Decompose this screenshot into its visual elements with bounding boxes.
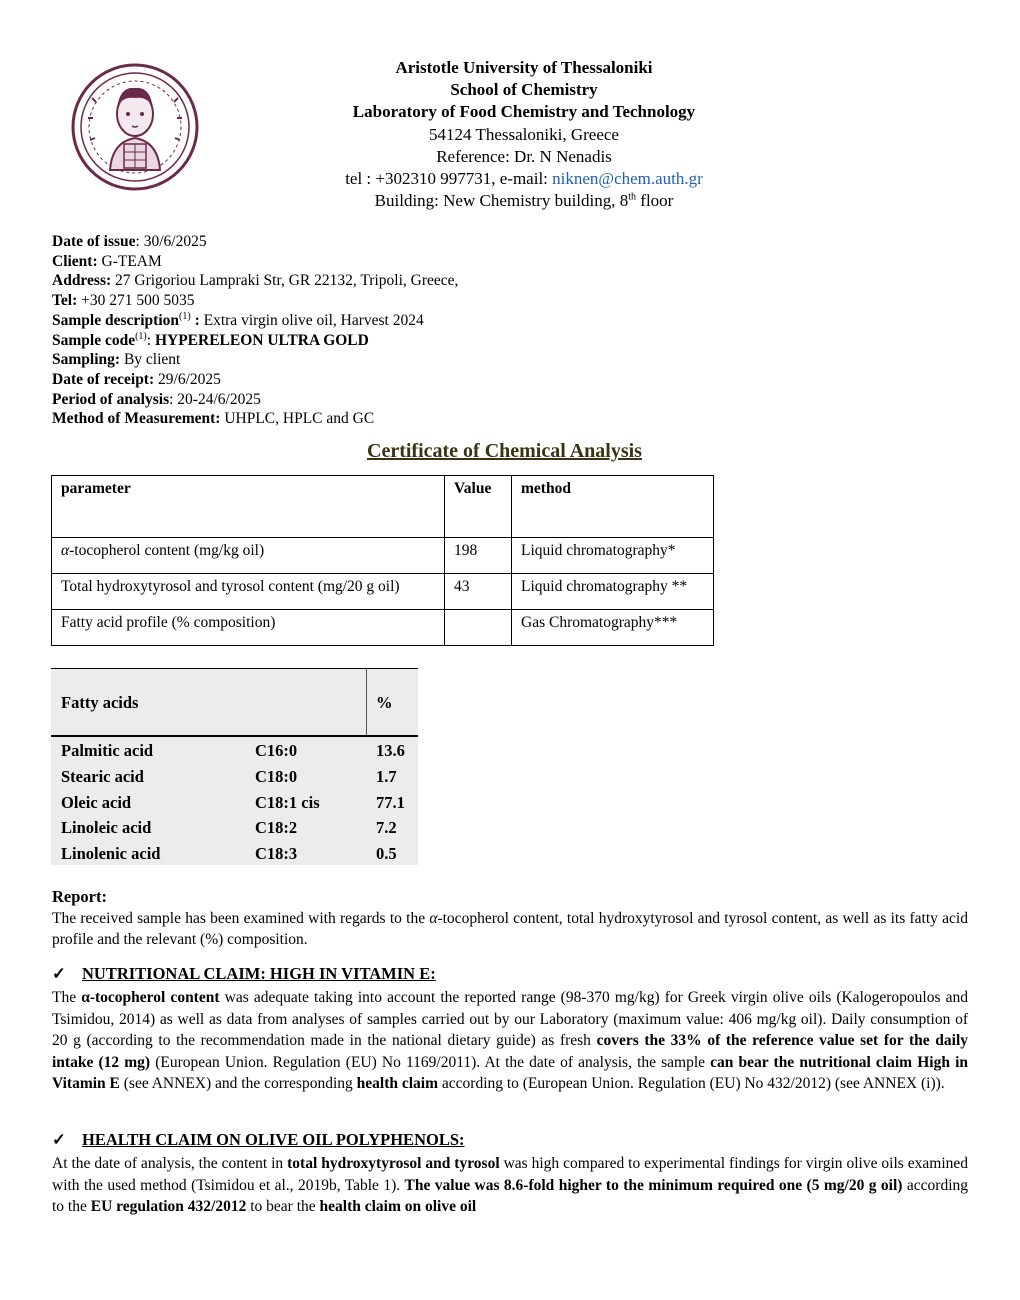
value-cell: 43	[445, 574, 512, 610]
alpha-symbol: α	[61, 542, 70, 559]
ve-text: The	[52, 989, 82, 1006]
address-value: 27 Grigoriou Lampraki Str, GR 22132, Tripoli, Greece,	[115, 272, 459, 290]
letterhead	[300, 57, 748, 212]
pp-bold: total hydroxytyrosol and tyrosol	[287, 1155, 500, 1172]
vitamin-e-heading	[52, 964, 436, 984]
fatty-acid-name: Stearic acid	[61, 767, 144, 786]
email-link[interactable]: niknen@chem.auth.gr	[552, 169, 703, 189]
building-suffix: floor	[636, 191, 674, 211]
fatty-acid-name: Oleic acid	[61, 793, 132, 812]
ve-text: according to (European Union. Regulation (EU) No 432/2012) (see ANNEX (i)).	[438, 1075, 945, 1092]
fatty-acid-code: C18:2	[255, 818, 298, 837]
sampling-value: By client	[123, 351, 181, 369]
report-text	[52, 908, 968, 951]
receipt-value: 29/6/2025	[158, 370, 221, 388]
param-cell: Fatty acid profile (% composition)	[52, 610, 445, 646]
laboratory-name: Laboratory of Food Chemistry and Technology	[352, 102, 696, 122]
header-parameter: parameter	[52, 476, 445, 538]
check-icon: ✓	[52, 1130, 66, 1149]
fatty-acid-header-name: Fatty acids	[61, 693, 139, 712]
sample-code-colon: :	[146, 331, 155, 349]
date-issue-label: Date of issue	[52, 233, 136, 250]
address	[52, 271, 752, 291]
certificate-title: Certificate of Chemical Analysis	[367, 440, 642, 462]
method-value: UHPLC, HPLC and GC	[224, 410, 375, 428]
contact-line	[300, 168, 748, 190]
client-label: Client:	[52, 252, 102, 270]
sample-desc-label: Sample description	[52, 311, 180, 329]
value-cell	[445, 610, 512, 646]
fatty-acid-pct: 13.6	[376, 741, 405, 760]
check-icon: ✓	[52, 964, 66, 983]
tel-label: Tel:	[52, 292, 82, 310]
university-seal-logo	[60, 58, 210, 196]
tel-value: +30 271 500 5035	[81, 292, 195, 310]
fatty-acid-pct: 7.2	[376, 818, 397, 837]
university-name: Aristotle University of Thessaloniki	[395, 58, 653, 77]
polyphenols-heading	[52, 1130, 465, 1150]
table-row	[52, 574, 714, 610]
period-value: : 20-24/6/2025	[169, 390, 261, 408]
building-text: Building: New Chemistry building, 8	[374, 191, 629, 211]
ve-text: was adequate taking into account the reported range (98-370 mg/kg) for Greek virgin olive oils (Kalogeropoulos and Tsimidou, 2014) as well as data from analyses of samples carried out by our Laboratory (maximum value: 406 mg/kg oil). Daily consumption of 20 g (according to the recommendation made in the national dietary guide) as fresh	[52, 989, 968, 1049]
ve-text: (see ANNEX) and the corresponding	[119, 1075, 357, 1092]
pp-bold: The value was 8.6-fold higher to the minimum required one (5 mg/20 g oil)	[404, 1176, 903, 1194]
client	[52, 252, 752, 272]
sample-code-value: HYPERELEON ULTRA GOLD	[154, 331, 369, 349]
pp-text: At the date of analysis, the content in	[52, 1155, 288, 1172]
report-text-1: The received sample has been examined with regards to the	[52, 909, 430, 927]
vitamin-e-paragraph	[52, 987, 968, 1095]
header-value: Value	[445, 476, 512, 538]
client-value: G-TEAM	[101, 252, 162, 270]
method-of-measurement	[52, 409, 752, 429]
method-cell: Liquid chromatography **	[512, 574, 714, 610]
param-text: -tocopherol content (mg/kg oil)	[69, 542, 265, 559]
polyphenols-paragraph	[52, 1153, 968, 1218]
sample-description	[52, 311, 752, 331]
fatty-acid-column-rule	[366, 668, 367, 735]
fatty-acid-name: Linolenic acid	[61, 844, 161, 863]
pp-bold: health claim on olive oil	[319, 1198, 477, 1215]
sample-desc-value: Extra virgin olive oil, Harvest 2024	[203, 311, 424, 329]
pp-bold: EU regulation 432/2012	[90, 1198, 247, 1215]
method-cell: Gas Chromatography***	[512, 610, 714, 646]
method-cell: Liquid chromatography*	[512, 538, 714, 574]
sampling	[52, 350, 752, 370]
ve-bold: can bear the nutritional claim High in Vitamin E	[52, 1053, 969, 1092]
ve-bold: covers the 33% of the reference value set for the daily intake (12 mg)	[52, 1032, 968, 1071]
param-cell	[52, 538, 445, 574]
school-name: School of Chemistry	[450, 80, 598, 100]
fatty-acid-pct: 1.7	[376, 767, 397, 786]
ve-bold: health claim	[356, 1075, 439, 1092]
report-section	[52, 886, 968, 951]
reference-line: Reference: Dr. N Nenadis	[436, 146, 612, 166]
value-cell: 198	[445, 538, 512, 574]
pp-text: according to the	[52, 1176, 968, 1215]
report-text-2: -tocopherol content, total hydroxytyrosol and tyrosol content, as well as its fatty acid profile and the relevant (%) composition.	[52, 909, 968, 948]
ve-text: (European Union. Regulation (EU) No 1169/2011). At the date of analysis, the sample	[150, 1053, 711, 1071]
method-label: Method of Measurement:	[52, 410, 225, 428]
sample-code	[52, 331, 752, 351]
sampling-label: Sampling:	[52, 351, 124, 369]
sample-code-label: Sample code	[52, 331, 136, 349]
fatty-acid-header-pct: %	[376, 693, 393, 712]
fatty-acid-name: Linoleic acid	[61, 818, 152, 837]
fatty-acid-name: Palmitic acid	[61, 741, 154, 760]
analysis-table	[51, 475, 714, 646]
fatty-acid-code: C18:1 cis	[255, 793, 320, 812]
fatty-acid-pct: 77.1	[376, 793, 405, 812]
sample-desc-colon: :	[190, 311, 204, 329]
vitamin-e-heading-text: NUTRITIONAL CLAIM: HIGH IN VITAMIN E:	[82, 964, 436, 983]
receipt-label: Date of receipt:	[52, 370, 159, 388]
table-row	[52, 538, 714, 574]
fatty-acid-header-rule	[51, 735, 418, 737]
sample-info	[52, 232, 752, 429]
fatty-acid-code: C16:0	[255, 741, 298, 760]
sample-desc-sup: (1)	[179, 310, 191, 322]
alpha-symbol: α	[429, 909, 438, 927]
fatty-acid-pct: 0.5	[376, 844, 397, 863]
date-of-receipt	[52, 370, 752, 390]
city-line: 54124 Thessaloniki, Greece	[429, 124, 619, 144]
sample-code-sup: (1)	[135, 330, 147, 342]
tel-text: tel : +302310 997731, e-mail:	[345, 169, 553, 189]
address-label: Address:	[52, 272, 116, 290]
table-row	[52, 610, 714, 646]
header-method: method	[512, 476, 714, 538]
polyphenols-heading-text: HEALTH CLAIM ON OLIVE OIL POLYPHENOLS:	[82, 1130, 465, 1149]
fatty-acid-code: C18:3	[255, 844, 298, 863]
fatty-acid-top-rule	[51, 668, 418, 669]
building-line	[300, 190, 748, 212]
pp-text: was high compared to experimental findings for virgin olive oils examined with the used method (Tsimidou et al., 2019b, Table 1).	[52, 1155, 969, 1194]
table-header-row	[52, 476, 714, 538]
date-issue-value: : 30/6/2025	[135, 233, 207, 250]
building-sup: th	[628, 191, 637, 203]
param-cell: Total hydroxytyrosol and tyrosol content (mg/20 g oil)	[52, 574, 445, 610]
period-label: Period of analysis	[52, 390, 170, 408]
date-of-issue	[52, 232, 752, 252]
tel	[52, 291, 752, 311]
pp-text: to bear the	[246, 1198, 320, 1215]
period-of-analysis	[52, 390, 752, 410]
report-label: Report:	[52, 887, 107, 906]
fatty-acid-code: C18:0	[255, 767, 298, 786]
ve-bold: α-tocopherol content	[81, 989, 220, 1006]
